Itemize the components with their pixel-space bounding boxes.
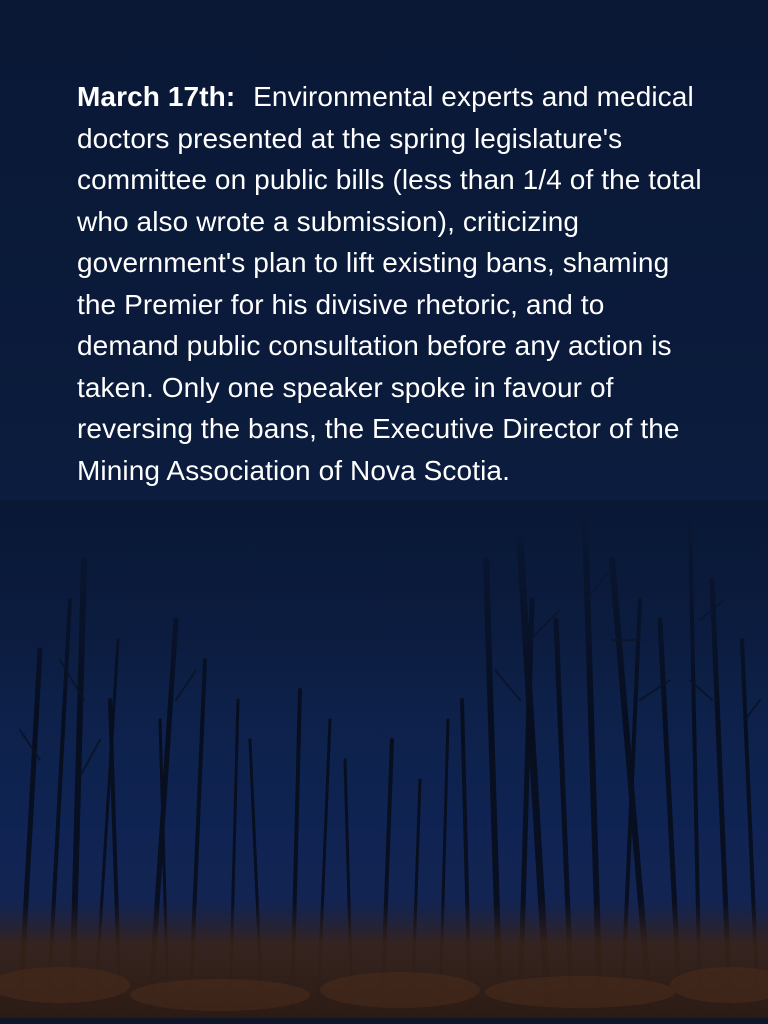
date-label: March 17th: <box>77 81 236 112</box>
body-text: Environmental experts and medical doctors presented at the spring legislature's committee on public bills (less than 1/4 of the total who also wrote a submission), criticizing government's plan to lift existing bans, shaming the Premier for his divisive rhetoric, and to demand public consultation before any action is taken. Only one speaker spoke in favour of reversing the bans, the Executive Director of the Mining Association of Nova Scotia. <box>77 81 702 486</box>
post-body <box>77 76 707 491</box>
bottom-edge <box>0 1018 768 1024</box>
